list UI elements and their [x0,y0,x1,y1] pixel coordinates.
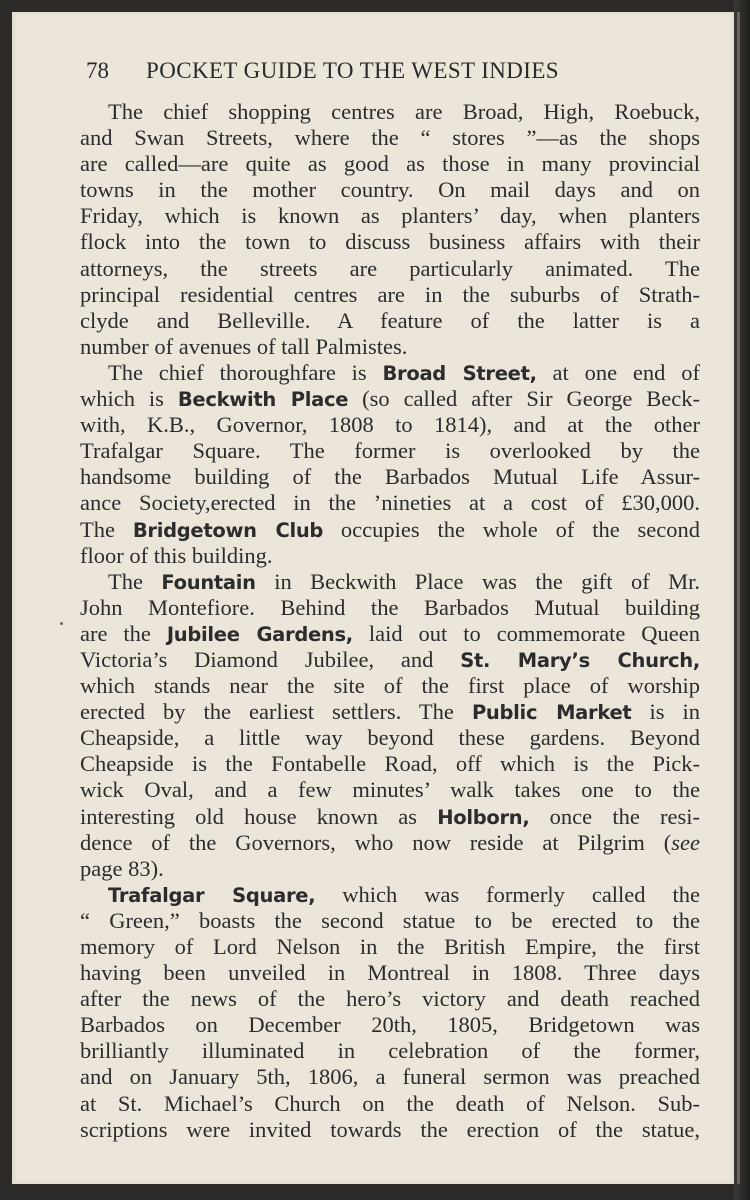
italic-reference: see [671,829,700,855]
text-run: The [108,568,162,594]
bold-place-name: Fountain [161,570,256,594]
text-line: and Swan Streets, where the “ stores ”—as the shops [80,125,700,151]
text-run: is in [631,699,700,725]
body-text [80,99,700,1143]
bold-place-name: Holborn, [437,805,530,829]
text-run: which is [80,386,178,412]
text-line: handsome building of the Barbados Mutual Life Assur- [80,464,700,490]
bold-place-name: Public Market [471,701,632,725]
text-line: “ Green,” boasts the second statue to be erected to the [80,907,700,933]
text-line [80,360,700,386]
text-line [80,647,700,673]
text-line: principal residential centres are in the suburbs of Strath- [80,281,700,307]
text-line: wick Oval, and a few minutes’ walk takes one to the [80,777,700,803]
text-line: brilliantly illuminated in celebration of the former, [80,1038,700,1064]
text-line [80,830,700,856]
text-line [80,386,700,412]
text-line: and on January 5th, 1806, a funeral sermon was preached [80,1064,700,1090]
text-line: Cheapside, a little way beyond these gardens. Beyond [80,725,700,751]
page-number: 78 [86,58,109,83]
bold-place-name: Broad Street, [382,361,537,385]
text-run: (so called after Sir George Beck- [348,386,700,412]
text-run: at one end of [536,359,700,385]
text-run: in Beckwith Place was the gift of Mr. [255,568,701,594]
text-line: after the news of the hero’s victory and death reached [80,986,700,1012]
paper-blemish [60,622,63,625]
text-line: having been unveiled in Montreal in 1808. Three days [80,960,700,986]
text-line: The chief shopping centres are Broad, High, Roebuck, [108,99,700,124]
text-line: floor of this building. [80,542,273,568]
text-run: The [80,516,133,542]
bold-place-name: St. Mary’s Church, [460,648,700,672]
text-line [80,882,700,908]
bold-place-name: Trafalgar Square, [108,883,316,907]
text-line: scriptions were invited towards the erection of the statue, [80,1116,700,1142]
bold-place-name: Bridgetown Club [132,518,324,542]
text-line [80,621,700,647]
text-run: interesting old house known as [80,803,438,829]
text-line: Cheapside is the Fontabelle Road, off which is the Pick- [80,751,700,777]
text-line: flock into the town to discuss business affairs with their [80,229,700,255]
text-run: occupies the whole of the second [323,516,701,542]
text-line: towns in the mother country. On mail days and on [80,177,700,203]
text-run: are the [80,620,167,646]
bold-place-name: Beckwith Place [177,388,349,412]
text-line: number of avenues of tall Palmistes. [80,333,408,359]
text-run: laid out to commemorate Queen [352,620,700,646]
text-line [80,517,700,543]
text-line: are called—are quite as good as those in many provincial [80,151,700,177]
text-line: John Montefiore. Behind the Barbados Mutual building [80,594,700,620]
text-line: which stands near the site of the first place of worship [80,673,700,699]
page-edge-highlight [737,12,740,1184]
text-run: dence of the Governors, who now reside at Pilgrim ( [80,829,672,855]
text-run: which was formerly called the [315,881,700,907]
text-run: once the resi- [529,803,700,829]
text-run: erected by the earliest settlers. The [80,699,472,725]
text-line [80,699,700,725]
paragraph-fountain [80,569,700,882]
text-line: attorneys, the streets are particularly animated. The [80,255,700,281]
text-line: Barbados on December 20th, 1805, Bridgetown was [80,1012,700,1038]
text-line: page 83). [80,855,164,881]
text-line: memory of Lord Nelson in the British Empire, the first [80,934,700,959]
text-line: with, K.B., Governor, 1808 to 1814), and at the other [80,412,700,438]
running-header [86,58,706,88]
text-run: Victoria’s Diamond Jubilee, and [80,646,461,672]
paragraph-thoroughfare [80,360,700,569]
running-title: POCKET GUIDE TO THE WEST INDIES [146,58,559,83]
text-line [80,569,700,595]
bold-place-name: Jubilee Gardens, [166,622,353,646]
text-line: clyde and Belleville. A feature of the latter is a [80,307,700,333]
text-run: The chief thoroughfare is [108,359,383,385]
paragraph-shopping [80,99,700,360]
text-line [80,804,700,830]
text-line: Trafalgar Square. The former is overlooked by the [80,438,700,464]
text-line: Friday, which is known as planters’ day, when planters [80,203,700,229]
paragraph-trafalgar [80,882,700,1143]
text-line: ance Society,erected in the ’nineties at a cost of £30,000. [80,490,700,516]
text-line: at St. Michael’s Church on the death of Nelson. Sub- [80,1090,700,1116]
